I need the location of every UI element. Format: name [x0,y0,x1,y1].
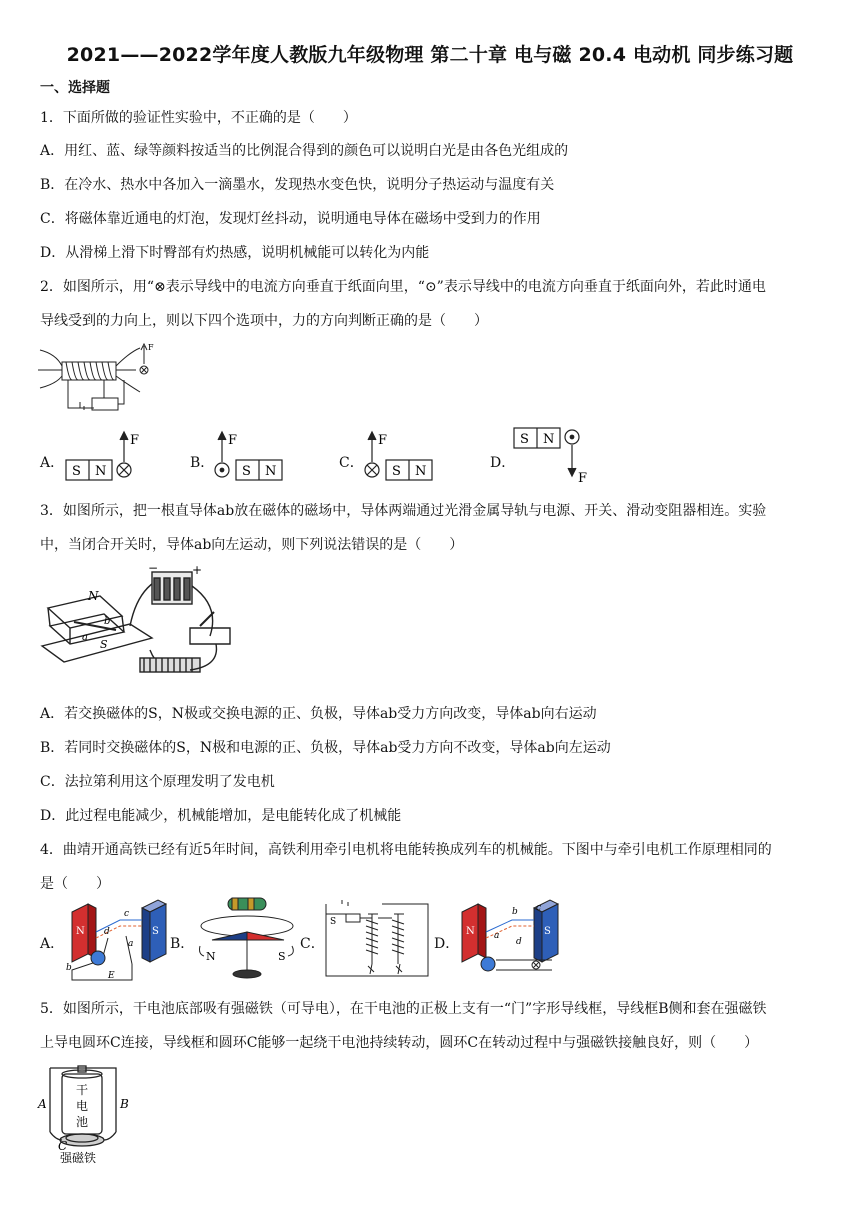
q4-d-fig-n: N [466,926,475,937]
q4-option-a-figure[interactable] [62,898,172,982]
q3-fig-plus: + [192,566,203,577]
q3-stem-line2: 中，当闭合开关时，导体ab向左运动，则下列说法错误的是（ ） [40,537,464,553]
q3-fig-a: a [82,632,88,643]
q1-option-d[interactable]: D．从滑梯上滑下时臀部有灼热感，说明机械能可以转化为内能 [40,245,430,261]
q4-a-fig-n: N [76,926,85,937]
q5-battery-figure [36,1060,132,1164]
q2-c-magnet-n: N [415,464,427,479]
q2-option-a-label[interactable]: A． [40,455,65,471]
q4-b-fig-s: S [278,950,286,963]
section-heading: 一、选择题 [40,80,110,96]
q2-solenoid-figure [36,340,166,414]
q5-fig-c: C [58,1139,68,1153]
q5-fig-caption: 强磁铁 [60,1151,97,1164]
q2-b-magnet-n: N [265,464,277,479]
q2-d-magnet-n: N [543,432,555,447]
q2-a-magnet-n: N [95,464,107,479]
q4-option-d-label[interactable]: D． [434,936,460,952]
q2-a-force-label: F [130,433,140,448]
q4-b-fig-n: N [206,950,216,963]
q2-fig-force-label: F [148,343,154,352]
q2-option-b-figure[interactable] [212,428,292,484]
q5-stem-line1: 5．如图所示，干电池底部吸有强磁铁（可导电），在干电池的正极上支有一“门”字形导线框，导线框B侧和套在强磁铁 [40,1001,767,1017]
q1-stem: 1．下面所做的验证性实验中，不正确的是（ ） [40,110,357,126]
q5-battery-char-3: 池 [76,1115,89,1129]
q4-option-c-figure[interactable] [322,900,434,980]
q4-d-fig-d: d [516,937,522,947]
q2-a-magnet-s: S [72,464,81,479]
q4-c-fig-s: S [330,917,337,927]
q4-stem-line1: 4．曲靖开通高铁已经有近5年时间，高铁利用牵引电机将电能转换成列车的机械能。下图中与牵引电机工作原理相同的 [40,842,772,858]
q5-fig-b: B [120,1097,129,1111]
q1-option-c[interactable]: C．将磁体靠近通电的灯泡，发现灯丝抖动，说明通电导体在磁场中受到力的作用 [40,211,541,227]
q4-a-fig-c: c [124,909,130,919]
q2-b-force-label: F [228,433,238,448]
q2-option-b-label[interactable]: B． [190,455,215,471]
q5-battery-char-2: 电 [76,1099,89,1113]
q5-battery-char-1: 干 [76,1083,89,1097]
q2-stem-line1: 2．如图所示，用“⊗表示导线中的电流方向垂直于纸面向里，“⊙”表示导线中的电流方向垂直于纸面向外，若此时通电 [40,279,766,295]
q4-stem-line2: 是（ ） [40,876,110,892]
q1-option-b[interactable]: B．在冷水、热水中各加入一滴墨水，发现热水变色快，说明分子热运动与温度有关 [40,177,555,193]
page-title: 2021——2022学年度人教版九年级物理 第二十章 电与磁 20.4 电动机 同步练习题 [66,44,794,66]
q3-fig-b: b [104,616,111,627]
q4-option-d-figure[interactable] [456,898,568,982]
q3-option-d[interactable]: D．此过程电能减少，机械能增加，是电能转化成了机械能 [40,808,402,824]
q1-option-a[interactable]: A．用红、蓝、绿等颜料按适当的比例混合得到的颜色可以说明白光是由各色光组成的 [40,143,569,159]
q3-fig-minus: − [148,566,159,575]
q4-a-fig-s: S [152,926,159,937]
q2-option-c-figure[interactable] [362,428,442,484]
q3-option-a[interactable]: A．若交换磁体的S，N极或交换电源的正、负极，导体ab受力方向改变，导体ab向右运动 [40,706,597,722]
q3-fig-s: S [100,638,108,651]
q3-option-c[interactable]: C．法拉第利用这个原理发明了发电机 [40,774,275,790]
q5-stem-line2: 上导电圆环C连接，导线框和圆环C能够一起绕干电池持续转动，圆环C在转动过程中与强磁铁接触良好，则（ ） [40,1035,759,1051]
q4-d-fig-a: a [494,931,500,941]
q2-b-magnet-s: S [242,464,251,479]
q3-stem-line1: 3．如图所示，把一根直导体ab放在磁体的磁场中，导体两端通过光滑金属导轨与电源、开关、滑动变阻器相连。实验 [40,503,767,519]
q2-d-magnet-s: S [520,432,529,447]
q2-c-magnet-s: S [392,464,401,479]
q3-fig-n: N [88,589,99,603]
q4-a-fig-b: b [66,963,72,973]
q4-d-fig-s: S [544,926,551,937]
q4-a-fig-e: E [108,971,115,981]
q3-apparatus-figure [40,566,240,682]
q4-option-b-figure[interactable] [192,896,302,984]
q4-a-fig-d: d [104,927,110,937]
q4-option-a-label[interactable]: A． [40,936,65,952]
q4-option-c-label[interactable]: C． [300,936,325,952]
q4-a-fig-a: a [128,939,134,949]
q2-d-force-label: F [578,471,588,484]
q4-option-b-label[interactable]: B． [170,936,195,952]
q2-option-d-figure[interactable] [512,424,592,484]
q3-option-b[interactable]: B．若同时交换磁体的S，N极和电源的正、负极，导体ab受力方向不改变，导体ab向左运动 [40,740,611,756]
q2-option-d-label[interactable]: D． [490,455,516,471]
q2-option-a-figure[interactable] [64,428,144,484]
q5-fig-a: A [38,1097,47,1111]
q2-c-force-label: F [378,433,388,448]
q2-stem-line2: 导线受到的力向上，则以下四个选项中，力的方向判断正确的是（ ） [40,313,488,329]
q2-option-c-label[interactable]: C． [339,455,364,471]
q4-d-fig-c: c [536,903,542,913]
q4-d-fig-b: b [512,907,518,917]
